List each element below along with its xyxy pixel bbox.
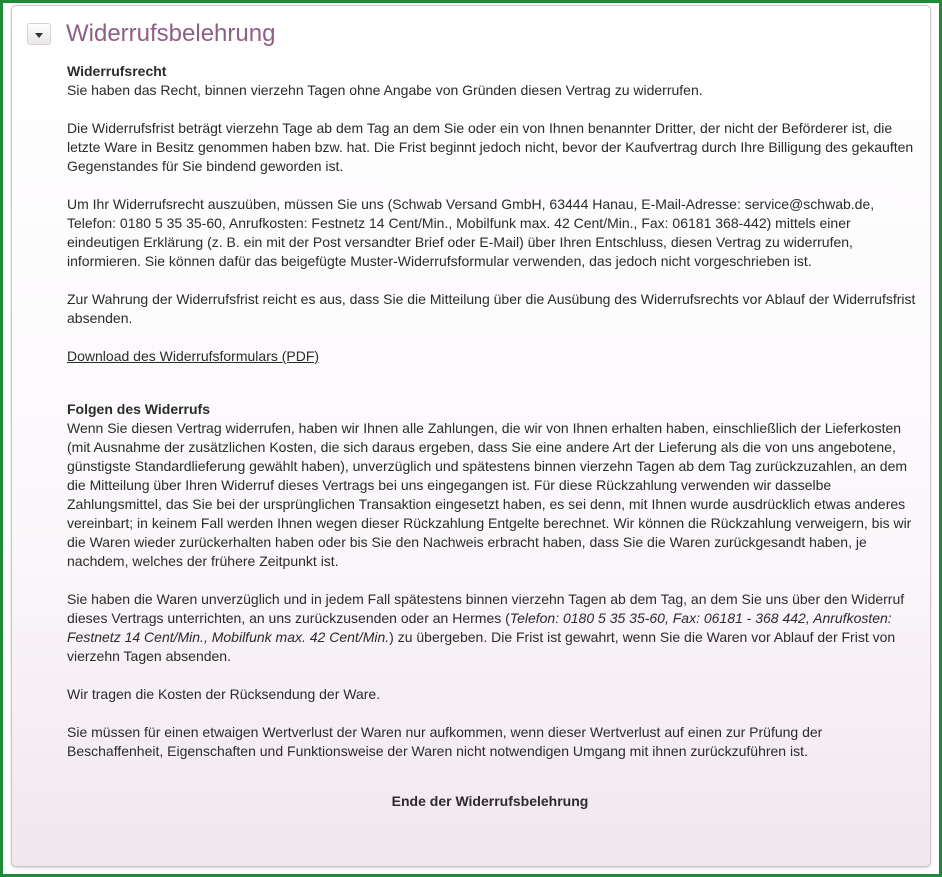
paragraph: Sie haben das Recht, binnen vierzehn Tagen ohne Angabe von Gründen diesen Vertrag zu widerrufen. (67, 82, 703, 98)
panel-title: Widerrufsbelehrung (66, 20, 276, 47)
paragraph-text: ) zu übergeben. Die Frist ist gewahrt, wenn Sie die Waren vor Ablauf der Frist von vierzehn Tagen absenden. (67, 629, 896, 664)
panel-content (67, 62, 917, 811)
collapse-toggle-button[interactable] (27, 23, 51, 45)
paragraph: Die Widerrufsfrist beträgt vierzehn Tage ab dem Tag an dem Sie oder ein von Ihnen benannter Dritter, der nicht der Beförderer ist, die letzte Ware in Besitz genommen haben bzw. hat. Die Frist beginnt jedoch nicht, bevor der Kaufvertrag durch Ihre Billigung des gekauften Gegenstandes für Sie bindend geworden ist. (67, 120, 914, 174)
paragraph: Sie müssen für einen etwaigen Wertverlust der Waren nur aufkommen, wenn dieser Wertverlust auf einen zur Prüfung der Beschaffenheit, Eigenschaften und Funktionsweise der Waren nicht notwendigen Umgang mit ihnen zurückzuführen ist. (67, 724, 823, 759)
end-of-notice: Ende der Widerrufsbelehrung (391, 793, 589, 809)
paragraph: Wir tragen die Kosten der Rücksendung der Ware. (67, 686, 381, 702)
paragraph: Zur Wahrung der Widerrufsfrist reicht es aus, dass Sie die Mitteilung über die Ausübung des Widerrufsrechts vor Ablauf der Widerrufsfrist absenden. (67, 291, 916, 326)
accordion-header[interactable] (27, 18, 907, 52)
download-form-link[interactable]: Download des Widerrufsformulars (PDF) (67, 348, 320, 364)
section-heading-widerrufsrecht: Widerrufsrecht (67, 63, 167, 79)
section-heading-folgen: Folgen des Widerrufs (67, 401, 211, 417)
paragraph: Um Ihr Widerrufsrecht auszuüben, müssen Sie uns (Schwab Versand GmbH, 63444 Hanau, E-Mail-Adresse: service@schwab.de, Telefon: 0180 5 35 35-60, Anrufkosten: Festnetz 14 Cent/Min., Mobilfunk max. 42 Cent/Min., Fax: 06181 368-442) mittels einer eindeutigen Erklärung (z. B. ein mit der Post versandter Brief oder E-Mail) über Ihren Entschluss, diesen Vertrag zu widerrufen, informieren. Sie können dafür das beigefügte Muster-Widerrufsformular verwenden, das jedoch nicht vorgeschrieben ist. (67, 196, 875, 269)
paragraph-text: Sie haben die Waren unverzüglich und in jedem Fall spätestens binnen vierzehn Tagen ab dem Tag, an dem Sie uns über den Widerruf dieses Vertrags unterrichten, an uns zurückzusenden oder an Hermes ( (67, 591, 905, 626)
hermes-contact-text: Telefon: 0180 5 35 35-60, Fax: 06181 - 368 442, Anrufkosten: Festnetz 14 Cent/Min., Mobilfunk max. 42 Cent/Min. (67, 610, 892, 645)
page-frame (3, 3, 939, 874)
accordion-panel (11, 5, 931, 867)
paragraph (67, 590, 917, 666)
paragraph: Wenn Sie diesen Vertrag widerrufen, haben wir Ihnen alle Zahlungen, die wir von Ihnen erhalten haben, einschließlich der Lieferkosten (mit Ausnahme der zusätzlichen Kosten, die sich daraus ergeben, dass Sie eine andere Art der Lieferung als die von uns angebotene, günstigste Standardlieferung gewählt haben), unverzüglich und spätestens binnen vierzehn Tagen ab dem Tag zurückzuzahlen, an dem die Mitteilung über Ihren Widerruf dieses Vertrags bei uns eingegangen ist. Für diese Rückzahlung verwenden wir dasselbe Zahlungsmittel, das Sie bei der ursprünglichen Transaktion eingesetzt haben, es sei denn, mit Ihnen wurde ausdrücklich etwas anderes vereinbart; in keinem Fall werden Ihnen wegen dieser Rückzahlung Entgelte berechnet. Wir können die Rückzahlung verweigern, bis wir die Waren wieder zurückerhalten haben oder bis Sie den Nachweis erbracht haben, dass Sie die Waren zurückgesandt haben, je nachdem, welches der frühere Zeitpunkt ist. (67, 420, 912, 569)
caret-down-icon (35, 33, 43, 38)
